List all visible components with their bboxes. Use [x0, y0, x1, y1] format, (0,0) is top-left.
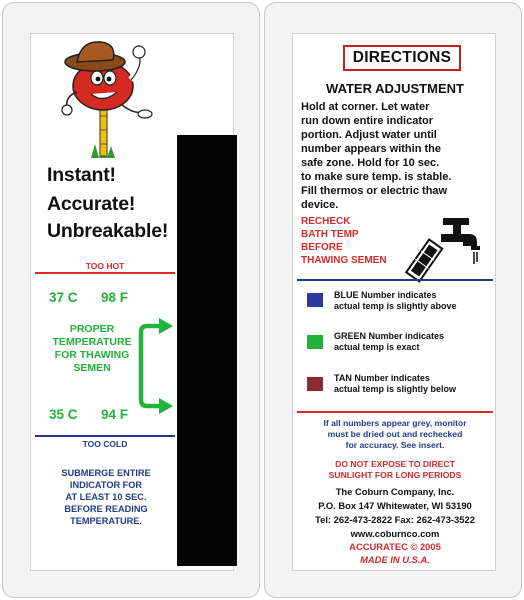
copyright: ACCURATEC © 2005 [349, 541, 441, 552]
indicator-card-front [2, 2, 260, 598]
directions-heading: DIRECTIONS [352, 49, 452, 66]
legend-blue: BLUE Number indicates actual temp is slightly above [334, 290, 457, 311]
proper-temperature-label: PROPER TEMPERATURE FOR THAWING SEMEN [52, 323, 132, 374]
too-hot-divider [35, 272, 175, 274]
submerge-instructions: SUBMERGE ENTIRE INDICATOR FOR AT LEAST 10 SEC. BEFORE READING TEMPERATURE. [61, 468, 151, 526]
legend-green: GREEN Number indicates actual temp is exact [334, 331, 445, 352]
too-cold-label: TOO COLD [82, 439, 128, 449]
high-temp-fahrenheit: 98 F [101, 290, 129, 305]
company-address: P.O. Box 147 Whitewater, WI 53190 [318, 500, 472, 511]
indicator-card-back [264, 2, 522, 598]
blue-swatch [307, 293, 323, 307]
too-hot-label: TOO HOT [85, 261, 125, 271]
legend-tan: TAN Number indicates actual temp is slightly below [334, 373, 457, 394]
mascot-thermometer-icon [47, 36, 157, 164]
directions-heading-box [343, 45, 461, 71]
indicator-strip [177, 135, 237, 566]
legend-top-divider [297, 279, 493, 281]
sunlight-warning: DO NOT EXPOSE TO DIRECT SUNLIGHT FOR LONG PERIODS [328, 459, 462, 480]
recheck-warning: RECHECK BATH TEMP BEFORE THAWING SEMEN [301, 216, 387, 266]
too-cold-divider [35, 435, 175, 437]
water-adjustment-heading: WATER ADJUSTMENT [326, 81, 464, 96]
indicator-front-panel [30, 33, 234, 571]
directions-panel [292, 33, 496, 571]
legend-bottom-divider [297, 411, 493, 413]
green-swatch [307, 335, 323, 349]
low-temp-celsius: 35 C [49, 407, 78, 422]
bracket-arrow-icon [137, 286, 181, 422]
faucet-icon [405, 212, 487, 284]
company-name: The Coburn Company, Inc. [335, 486, 455, 497]
made-in-usa: MADE IN U.S.A. [360, 554, 430, 565]
tan-swatch [307, 377, 323, 391]
company-phone: Tel: 262-473-2822 Fax: 262-473-3522 [315, 514, 475, 525]
high-temp-celsius: 37 C [49, 290, 78, 305]
instructions-text: Hold at corner. Let water run down entire indicator portion. Adjust water until number appears within the safe zone. Hold for 10 sec. to make sure temp. is stable. Fill thermos or electric thaw device. [301, 101, 452, 211]
grey-numbers-note: If all numbers appear grey, monitor must be dried out and rechecked for accuracy. See insert. [323, 418, 467, 450]
low-temp-fahrenheit: 94 F [101, 407, 129, 422]
company-website: www.coburnco.com [350, 528, 440, 539]
slogan-unbreakable: Unbreakable! [47, 220, 169, 242]
slogan-accurate: Accurate! [47, 193, 136, 215]
slogan-instant: Instant! [47, 164, 116, 186]
